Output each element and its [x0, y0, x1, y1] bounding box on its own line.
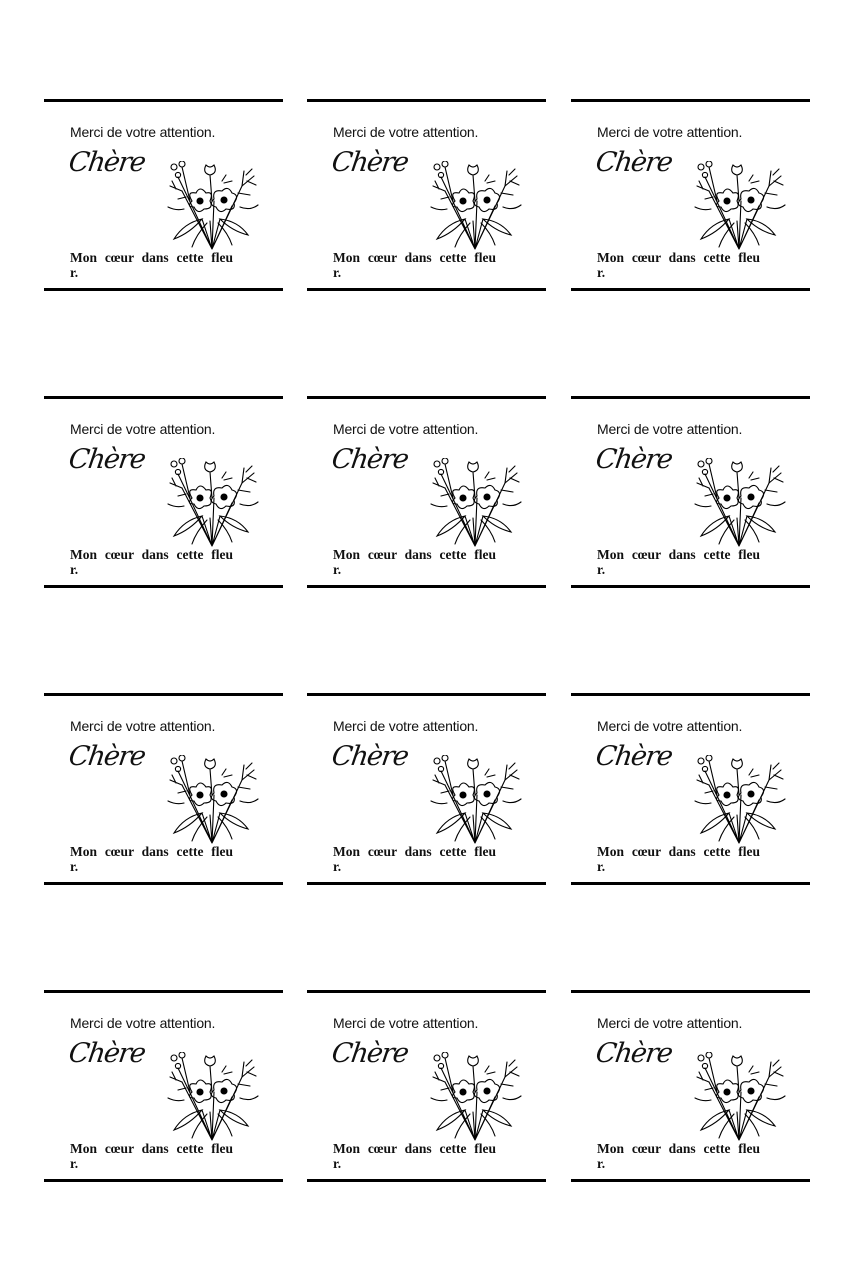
card-recipient-name: Chère [66, 741, 147, 772]
card-greeting: Merci de votre attention. [333, 124, 479, 140]
bottom-rule [307, 1179, 546, 1182]
top-rule [307, 693, 546, 696]
card-recipient-name: Chère [66, 444, 147, 475]
card-message [70, 250, 233, 280]
bottom-rule [571, 585, 810, 588]
card-recipient-name: Chère [329, 147, 410, 178]
card-message [70, 1141, 233, 1171]
card [44, 99, 283, 289]
card-recipient-name: Chère [329, 741, 410, 772]
card-greeting: Merci de votre attention. [333, 421, 479, 437]
card-message-line1: Mon cœur dans cette fleu [597, 250, 760, 265]
card [44, 990, 283, 1180]
bottom-rule [44, 1179, 283, 1182]
card-message-line2: r. [333, 859, 342, 874]
card-greeting: Merci de votre attention. [597, 1015, 743, 1031]
card-greeting: Merci de votre attention. [333, 718, 479, 734]
card [44, 396, 283, 586]
card-message-line2: r. [333, 562, 342, 577]
card-recipient-name: Chère [593, 147, 674, 178]
top-rule [307, 396, 546, 399]
flower-bouquet-icon [162, 161, 262, 251]
bottom-rule [307, 882, 546, 885]
card-greeting: Merci de votre attention. [70, 124, 216, 140]
card-message-line2: r. [70, 562, 79, 577]
card-message-line1: Mon cœur dans cette fleu [333, 1141, 496, 1156]
card-message-line1: Mon cœur dans cette fleu [597, 844, 760, 859]
bottom-rule [571, 288, 810, 291]
flower-bouquet-icon [162, 458, 262, 548]
card [307, 693, 546, 883]
card-recipient-name: Chère [593, 741, 674, 772]
card-message [333, 844, 496, 874]
card-message-line1: Mon cœur dans cette fleu [333, 844, 496, 859]
card-message-line2: r. [333, 265, 342, 280]
flower-bouquet-icon [425, 161, 525, 251]
flower-bouquet-icon [162, 1052, 262, 1142]
top-rule [44, 99, 283, 102]
top-rule [44, 693, 283, 696]
card-recipient-name: Chère [329, 1038, 410, 1069]
card-message [597, 844, 760, 874]
card-message [333, 547, 496, 577]
flower-bouquet-icon [689, 1052, 789, 1142]
flower-bouquet-icon [425, 458, 525, 548]
bottom-rule [307, 288, 546, 291]
card-message-line2: r. [597, 859, 606, 874]
top-rule [44, 396, 283, 399]
card-message-line1: Mon cœur dans cette fleu [70, 250, 233, 265]
card-recipient-name: Chère [593, 1038, 674, 1069]
bottom-rule [44, 288, 283, 291]
card [571, 99, 810, 289]
card-message-line1: Mon cœur dans cette fleu [597, 1141, 760, 1156]
card-greeting: Merci de votre attention. [70, 421, 216, 437]
flower-bouquet-icon [162, 755, 262, 845]
card-message-line2: r. [333, 1156, 342, 1171]
flower-bouquet-icon [689, 755, 789, 845]
card-message-line2: r. [70, 265, 79, 280]
card [571, 990, 810, 1180]
top-rule [307, 990, 546, 993]
card-message-line2: r. [597, 562, 606, 577]
card-message [597, 547, 760, 577]
card-message-line1: Mon cœur dans cette fleu [70, 1141, 233, 1156]
card-message [333, 1141, 496, 1171]
top-rule [571, 99, 810, 102]
card [44, 693, 283, 883]
card-greeting: Merci de votre attention. [70, 718, 216, 734]
card-message-line2: r. [597, 1156, 606, 1171]
card-recipient-name: Chère [593, 444, 674, 475]
top-rule [571, 990, 810, 993]
flower-bouquet-icon [425, 1052, 525, 1142]
card-message-line1: Mon cœur dans cette fleu [70, 844, 233, 859]
card-message-line1: Mon cœur dans cette fleu [597, 547, 760, 562]
bottom-rule [44, 882, 283, 885]
card [307, 396, 546, 586]
card-message-line2: r. [597, 265, 606, 280]
bottom-rule [571, 1179, 810, 1182]
flower-bouquet-icon [689, 458, 789, 548]
flower-bouquet-icon [689, 161, 789, 251]
top-rule [571, 693, 810, 696]
card-message-line1: Mon cœur dans cette fleu [70, 547, 233, 562]
card [307, 990, 546, 1180]
card [571, 396, 810, 586]
card-message [70, 547, 233, 577]
card-message [597, 250, 760, 280]
card-message [333, 250, 496, 280]
top-rule [44, 990, 283, 993]
card-recipient-name: Chère [66, 1038, 147, 1069]
card-message-line2: r. [70, 859, 79, 874]
card-greeting: Merci de votre attention. [597, 421, 743, 437]
bottom-rule [571, 882, 810, 885]
card-recipient-name: Chère [66, 147, 147, 178]
card-message-line1: Mon cœur dans cette fleu [333, 250, 496, 265]
card-greeting: Merci de votre attention. [597, 124, 743, 140]
bottom-rule [44, 585, 283, 588]
card-recipient-name: Chère [329, 444, 410, 475]
card-greeting: Merci de votre attention. [597, 718, 743, 734]
card-message [70, 844, 233, 874]
card-greeting: Merci de votre attention. [333, 1015, 479, 1031]
card-message-line1: Mon cœur dans cette fleu [333, 547, 496, 562]
card-message [597, 1141, 760, 1171]
card-greeting: Merci de votre attention. [70, 1015, 216, 1031]
top-rule [571, 396, 810, 399]
card-message-line2: r. [70, 1156, 79, 1171]
card [307, 99, 546, 289]
top-rule [307, 99, 546, 102]
flower-bouquet-icon [425, 755, 525, 845]
card [571, 693, 810, 883]
bottom-rule [307, 585, 546, 588]
